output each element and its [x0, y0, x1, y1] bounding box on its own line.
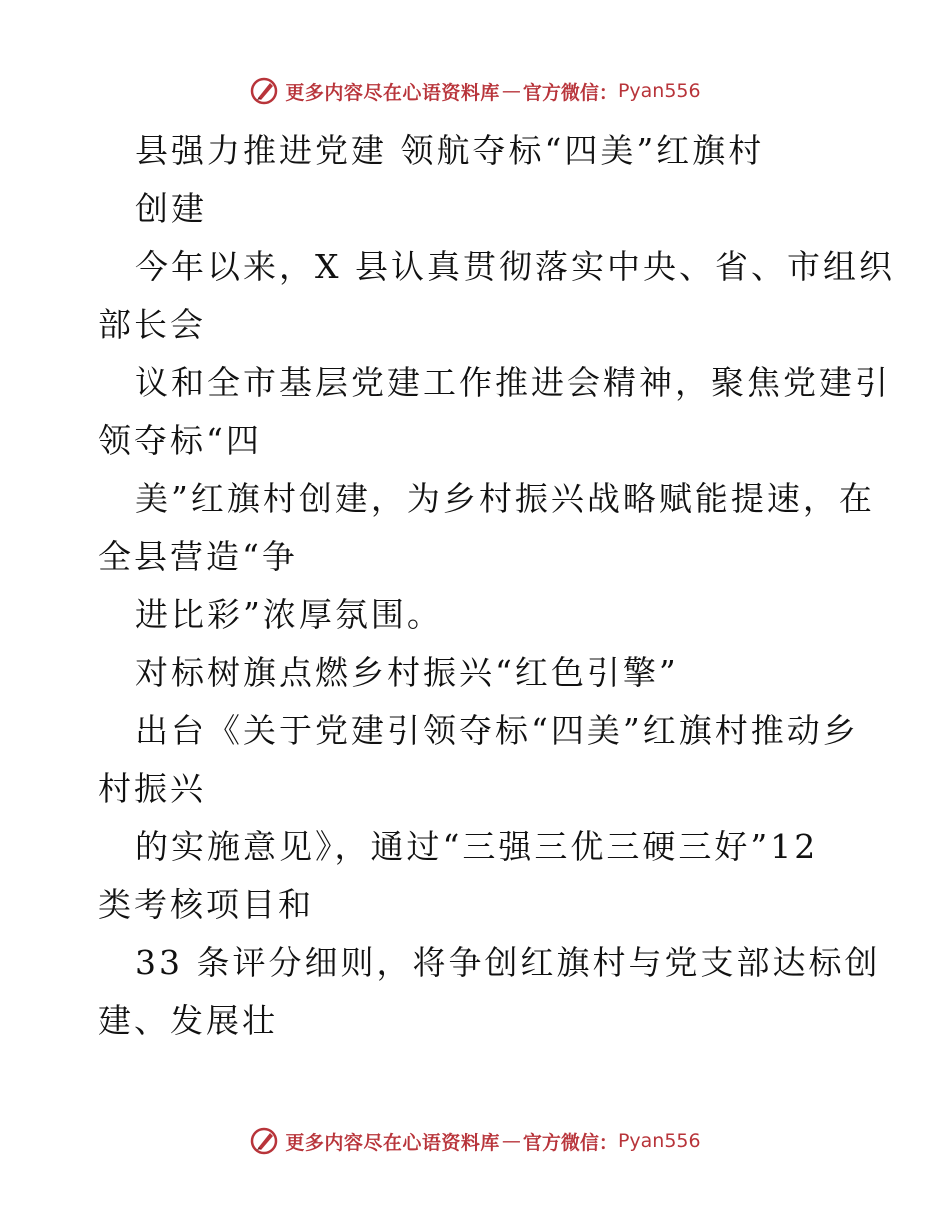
- text-line: 县强力推进党建 领航夺标“四美”红旗村: [135, 131, 765, 170]
- text-line: 美”红旗村创建，为乡村振兴战略赋能提速，在: [135, 479, 875, 518]
- document-body: [98, 122, 895, 1050]
- watermark-contact-id: Pyan556: [617, 1130, 701, 1152]
- text-line: 出台《关于党建引领夺标“四美”红旗村推动乡: [135, 711, 859, 750]
- section-heading: 对标树旗点燃乡村振兴“红色引擎”: [135, 653, 679, 692]
- text-line: 村振兴: [98, 769, 206, 808]
- text-line: 领夺标“四: [98, 421, 262, 460]
- text-line: 创建: [135, 189, 207, 228]
- watermark-main-text: 更多内容尽在心语资料库: [285, 81, 500, 104]
- watermark-contact-label: 官方微信：: [522, 1131, 618, 1154]
- pen-logo-icon: [249, 1126, 279, 1156]
- footer-watermark: [0, 1121, 950, 1161]
- text-line: 类考核项目和: [98, 885, 314, 924]
- text-line: 的实施意见》，通过“三强三优三硬三好”12: [135, 827, 819, 866]
- watermark-main-text: 更多内容尽在心语资料库: [285, 1131, 500, 1154]
- text-line: 今年以来，X 县认真贯彻落实中央、省、市组织: [135, 247, 895, 286]
- watermark-contact-id: Pyan556: [617, 80, 701, 102]
- text-line: 33 条评分细则，将争创红旗村与党支部达标创: [135, 943, 881, 982]
- header-watermark: [0, 71, 950, 111]
- watermark-separator: —: [501, 80, 521, 102]
- pen-logo-icon: [249, 76, 279, 106]
- watermark-separator: —: [501, 1130, 521, 1152]
- text-line: 议和全市基层党建工作推进会精神，聚焦党建引: [135, 363, 891, 402]
- text-line: 全县营造“争: [98, 537, 298, 576]
- text-line: 进比彩”浓厚氛围。: [135, 595, 443, 634]
- watermark-contact-label: 官方微信：: [522, 81, 618, 104]
- text-line: 部长会: [98, 305, 206, 344]
- text-line: 建、发展壮: [98, 1001, 278, 1040]
